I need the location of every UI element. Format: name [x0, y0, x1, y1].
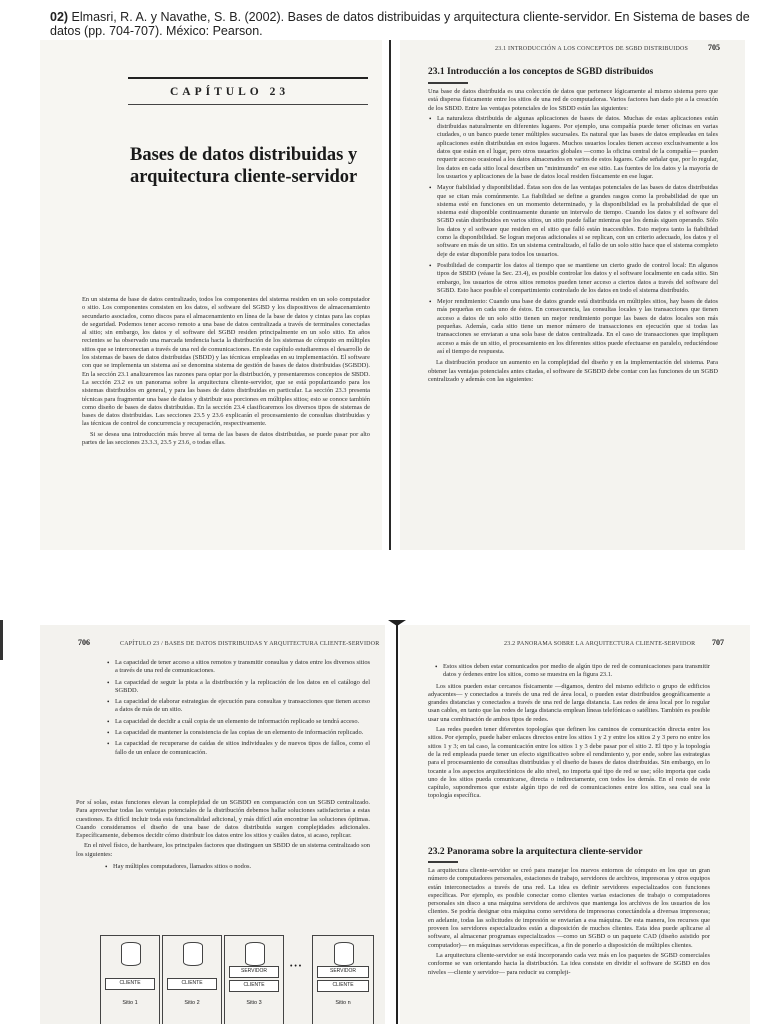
paragraph: Las redes pueden tener diferentes topologías que definen los caminos de comunicación directa entre los sitios. Por ejemplo, puede haber enlaces directos entre los sitios 1 y 2 y entre los sitios 2 y 3 pero no entre los sitios 1 y 3; en tal caso, la comunicación entre los sitios 1 y 3 debe pasar por el sitio 2. El tipo y la topología de la red empleada puede tener un efecto significativo sobre el rendimiento y, por ende, sobre las estrategias para el procesamiento de consultas distribuidas y el diseño de bases de datos distribuidas. Sin embargo, en lo tocante a los aspectos arquitectónicos de alto nivel, no importa qué tipo de red se use; sólo importa que cada uno de los sitios pueda comunicarse, directa o indirectamente, con todos los demás. En el resto de este capítulo, supondremos que existe algún tipo de red de comunicaciones entre los sitios, sea cual sea la topología específica. — [428, 726, 710, 800]
section-title: 23.1 Introducción a los conceptos de SGBD distribuidos — [428, 67, 654, 77]
paragraph: La arquitectura cliente-servidor se está incorporando cada vez más en los paquetes de SGBD comerciales conforme se van orientando hacia la distribución. La idea consiste en dividir el software de SGBD en dos niveles —cliente y servidor— para reducir su compleji- — [428, 951, 710, 976]
server-box: SERVIDOR — [317, 966, 369, 978]
list-item: • La capacidad de recuperarse de caídas de sitios individuales y de nuevos tipos de fallos, como el fallo de un enlace de comunicación. — [106, 740, 370, 757]
paragraph: La arquitectura cliente-servidor se creó para manejar los nuevos entornos de cómputo en los que un gran número de computadores personales, estaciones de trabajo, servidores de archivos, impresoras y otros equipos están interconectados a través de una red. La idea es definir servidores especializados con funciones específicas. Por ejemplo, es posible conectar como clientes varias estaciones de trabajo o computadores personales sin disco a una máquina servidora de archivos que mantenga los archivos de los usuarios de los clientes. Se podría designar otra máquina como servidora de impresoras conectándola a diversas impresoras; en adelante, todas las solicitudes de impresión se enviarían a esa máquina. De esta manera, los recursos que proveen los servidores especializados están a disposición de muchos clientes. Esta idea puede aplicarse al software, al almacenar programas especializados —como un SGBD o un paquete CAD (diseño asistido por computador)— en máquinas servidoras específicas, a fin de ponerlo a disposición de múltiples clientes. — [428, 867, 710, 949]
list-item: • La capacidad de seguir la pista a la distribución y la replicación de los datos en el catálogo del SGBDD. — [106, 679, 370, 696]
chapter-rule-top — [128, 77, 368, 79]
site-label: Sitio 3 — [246, 1000, 262, 1006]
page-705 — [400, 40, 745, 550]
site-box — [162, 935, 222, 1024]
section-body — [428, 867, 710, 979]
database-icon — [245, 942, 265, 966]
page-body — [428, 663, 710, 803]
paragraph: Por sí solas, estas funciones elevan la complejidad de un SGBDD en comparación con un SGBD centralizado. Para aprovechar todas las ventajas potenciales de la distribución debemos hallar soluciones satisfactorias a estas cuestiones. Es difícil incluir toda esta funcionalidad adicional, y más difícil aún encontrar las soluciones óptimas. Cuando consideramos el diseño de una base de datos distribuida surgen complejidades adicionales. Específicamente, debemos decidir cómo distribuir los datos entre los sitios y cuáles datos, si acaso, replicar. — [76, 799, 370, 840]
chapter-title: Bases de datos distribuidas y arquitectura cliente-servidor — [130, 145, 358, 187]
ellipsis: • • • — [290, 963, 302, 970]
paragraph: En el nivel físico, de hardware, los principales factores que distinguen un SBDD de un sistema centralizado son los siguientes: — [76, 842, 370, 858]
page-704 — [40, 40, 382, 550]
chapter-intro — [82, 296, 370, 449]
list-item: • Hay múltiples computadores, llamados sitios o nodos. — [104, 863, 370, 871]
list-item: • La capacidad de decidir a cuál copia de un elemento de información replicado se tendrá acceso. — [106, 718, 370, 726]
network-diagram — [100, 933, 380, 1024]
database-icon — [183, 942, 203, 966]
section-rule — [428, 861, 458, 863]
list-item: • La capacidad de mantener la consistencia de las copias de un elemento de información replicado. — [106, 729, 370, 737]
book-spine — [396, 622, 398, 1024]
list-item: • La capacidad de tener acceso a sitios remotos y transmitir consultas y datos entre los diversos sitios a través de una red de comunicaciones. — [106, 659, 370, 676]
page-number: 705 — [708, 43, 720, 52]
edge-mark — [0, 620, 3, 660]
database-icon — [121, 942, 141, 966]
client-box: CLIENTE — [105, 978, 155, 990]
intro-paragraph: Si se desea una introducción más breve al tema de las bases de datos distribuidas, se puede pasar por alto partes de las secciones 23.3.3, 23.5 y 23.6, o todas ellas. — [82, 430, 370, 447]
list-item: • Mejor rendimiento: Cuando una base de datos grande está distribuida en múltiples sitios, hay bases de datos más pequeñas en cada uno de éstos. En consecuencia, las consultas locales y las transacciones que tienen acceso a datos de un solo sitio tienen un mejor rendimiento porque las bases de datos locales son más pequeñas. Además, cada sitio tiene un menor número de transacciones en ejecución que si todas las transacciones se enviaran a una sola base de datos centralizada. En el caso de transacciones que impliquen acceso a más de un sitio, el procesamiento en los diferentes sitios puede efectuarse en paralelo, reduciéndose así el tiempo de respuesta. — [428, 298, 718, 356]
list-item: • La capacidad de elaborar estrategias de ejecución para consultas y transacciones que tienen acceso a datos de más de un sitio. — [106, 698, 370, 715]
client-box: CLIENTE — [229, 980, 279, 992]
site-box — [100, 935, 160, 1024]
list-item: • Posibilidad de compartir los datos al tiempo que se mantiene un cierto grado de control local: En algunos tipos de SBDD (véase la Sec. 23.4), es posible controlar los datos y el software localmente en cada sitio. Sin embargo, los usuarios de otros sitios remotos pueden tener acceso a ciertos datos a través del software del SGBD. Esto hace posible el compartimiento controlado de los datos en todo el sistema distribuido. — [428, 262, 718, 295]
site-box — [312, 935, 374, 1024]
list-item: • Estos sitios deben estar comunicados por medio de algún tipo de red de comunicaciones para transmitir datos y órdenes entre los sitios, como se muestra en la figura 23.1. — [434, 663, 710, 680]
closing-paragraph: La distribución produce un aumento en la complejidad del diseño y en la implementación del sistema. Para obtener las ventajas potenciales antes citadas, el software de SGBDD debe contar con las funciones de un SGBD centralizado y además con las siguientes: — [428, 359, 718, 383]
site-box — [224, 935, 284, 1024]
page-body — [106, 659, 370, 760]
citation-number: 02) — [50, 10, 69, 24]
section-intro: Una base de datos distribuida es una colección de datos que pertenece lógicamente al mismo sistema pero que está dispersa físicamente entre los sitios de una red de computadoras. Varios factores han dado pie a la creación de los SBDD. Entre las ventajas potenciales de los SBDD están las siguientes: — [428, 88, 718, 112]
client-box: CLIENTE — [317, 980, 369, 992]
paragraph: Los sitios pueden estar cercanos físicamente —digamos, dentro del mismo edificio o grupo de edificios adyacentes— y conectados a través de una red de área local, o pueden estar distribuidos geográficamente a grandes distancias y conectados a través de una red de larga distancia. Las redes de área local por lo regular usan cables, en tanto que las redes de larga distancia emplean líneas telefónicas o satélites. También es posible usar una combinación de ambos tipos de redes. — [428, 682, 711, 723]
intro-paragraph: En un sistema de base de datos centralizado, todos los componentes del sistema residen en un solo computador o sitio. Los componentes consisten en los datos, el software del SGBD y los dispositivos de almacenamiento secundario asociados, como discos para el almacenamiento en línea de la base de datos y cintas para las copias de seguridad. Podemos tener acceso remoto a una base de datos centralizada a través de terminales conectadas al sitio; sin embargo, los datos y el software del SGBD residen principalmente en un solo sitio. En años recientes se ha observado una marcada tendencia hacia la distribución de los sistemas de cómputo en múltiples sitios que se interconectan a través de una red de comunicaciones. En este capítulo estudiaremos el desarrollo de los sistemas de bases de datos distribuidas (SBDD) y las técnicas empleadas en su implementación. El software con que se implementa un sistema así se denomina sistema de gestión de bases de datos distribuidas (SGBDD). En la sección 23.1 analizaremos las razones para optar por la distribución, y presentaremos conceptos de SBDD. La sección 23.2 es un panorama sobre la arquitectura cliente-servidor, que se está popularizando para los sistemas distribuidos en general, y para las bases de datos distribuidas en particular. La sección 23.3 presenta técnicas para fragmentar una base de datos y distribuir sus porciones en múltiples sitios; esto se conoce también como diseño de bases de datos distribuidas. En la sección 23.4 clasificaremos los diversos tipos de sistemas de bases de datos distribuidas. Las secciones 23.5 y 23.6 explicarán el procesamiento de consultas distribuidas y las técnicas de control de concurrencia y recuperación, respectivamente. — [82, 296, 370, 428]
server-box: SERVIDOR — [229, 966, 279, 978]
citation-text: Elmasri, R. A. y Navathe, S. B. (2002). Bases de datos distribuidas y arquitectura cliente-servidor. En Sistema de bases de datos (pp. 704-707). México: Pearson. — [50, 10, 750, 38]
running-head: 23.1 INTRODUCCIÓN A LOS CONCEPTOS DE SGBD DISTRIBUIDOS — [495, 46, 689, 52]
page-gutter — [389, 40, 391, 550]
site-label: Sitio 1 — [122, 1000, 138, 1006]
database-icon — [334, 942, 354, 966]
site-label: Sitio n — [335, 1000, 351, 1006]
page-body-paragraphs — [76, 799, 370, 874]
page-707 — [400, 625, 750, 1024]
site-label: Sitio 2 — [184, 1000, 200, 1006]
section-rule — [428, 82, 468, 84]
section-title: 23.2 Panorama sobre la arquitectura cliente-servidor — [428, 847, 643, 857]
page-706 — [40, 625, 385, 1024]
section-body — [428, 88, 718, 386]
chapter-rule-bottom — [128, 104, 368, 105]
page-gap — [0, 553, 768, 623]
running-head: CAPÍTULO 23 / BASES DE DATOS DISTRIBUIDAS Y ARQUITECTURA CLIENTE-SERVIDOR — [120, 641, 380, 647]
list-item: • La naturaleza distribuida de algunas aplicaciones de bases de datos. Muchas de estas aplicaciones están distribuidas naturalmente en diferentes lugares. Por ejemplo, una compañía puede tener oficinas en varias ciudades, o un banco puede tener múltiples sucursales. Es natural que las bases de datos empleadas en tales aplicaciones estén distribuidas en estos lugares. Muchos usuarios locales tienen acceso exclusivamente a los datos que están en el lugar, pero otros usuarios globales —como la oficina central de la compañía— pueden requerir acceso ocasional a los datos almacenados en varios de estos lugares. Cabe señalar que, por lo regular, los datos en cada sitio local describen un "minimundo" en ese sitio. Las fuentes de los datos y la mayoría de los usuarios y aplicaciones de la base de datos local residen físicamente en ese lugar. — [428, 115, 718, 181]
page-number: 706 — [78, 638, 90, 647]
list-item: • Mayor fiabilidad y disponibilidad. Éstas son dos de las ventajas potenciales de las bases de datos distribuidas que se citan más comúnmente. La fiabilidad se define a grandes rasgos como la probabilidad de que un sistema esté en funciones en un momento determinado, y la disponibilidad es la probabilidad de que el sistema esté disponible continuamente durante un intervalo de tiempo. Cuando los datos y el software del SGBD están distribuidos en varios sitios, un sitio puede fallar mientras que los demás siguen operando. Sólo los datos y el software que residen en el sitio que falló están inaccesibles. Esto mejora tanto la fiabilidad como la disponibilidad. Se logran mejoras adicionales si se replican, con un criterio adecuado, los datos y el software en más de un sitio. En un sistema centralizado, el fallo de un solo sitio hace que el sistema completo deje de estar disponible para todos los usuarios. — [428, 184, 718, 259]
chapter-label: CAPÍTULO 23 — [170, 86, 290, 98]
page-number: 707 — [712, 638, 724, 647]
running-head: 23.2 PANORAMA SOBRE LA ARQUITECTURA CLIENTE-SERVIDOR — [504, 641, 696, 647]
citation-header — [50, 10, 750, 38]
client-box: CLIENTE — [167, 978, 217, 990]
